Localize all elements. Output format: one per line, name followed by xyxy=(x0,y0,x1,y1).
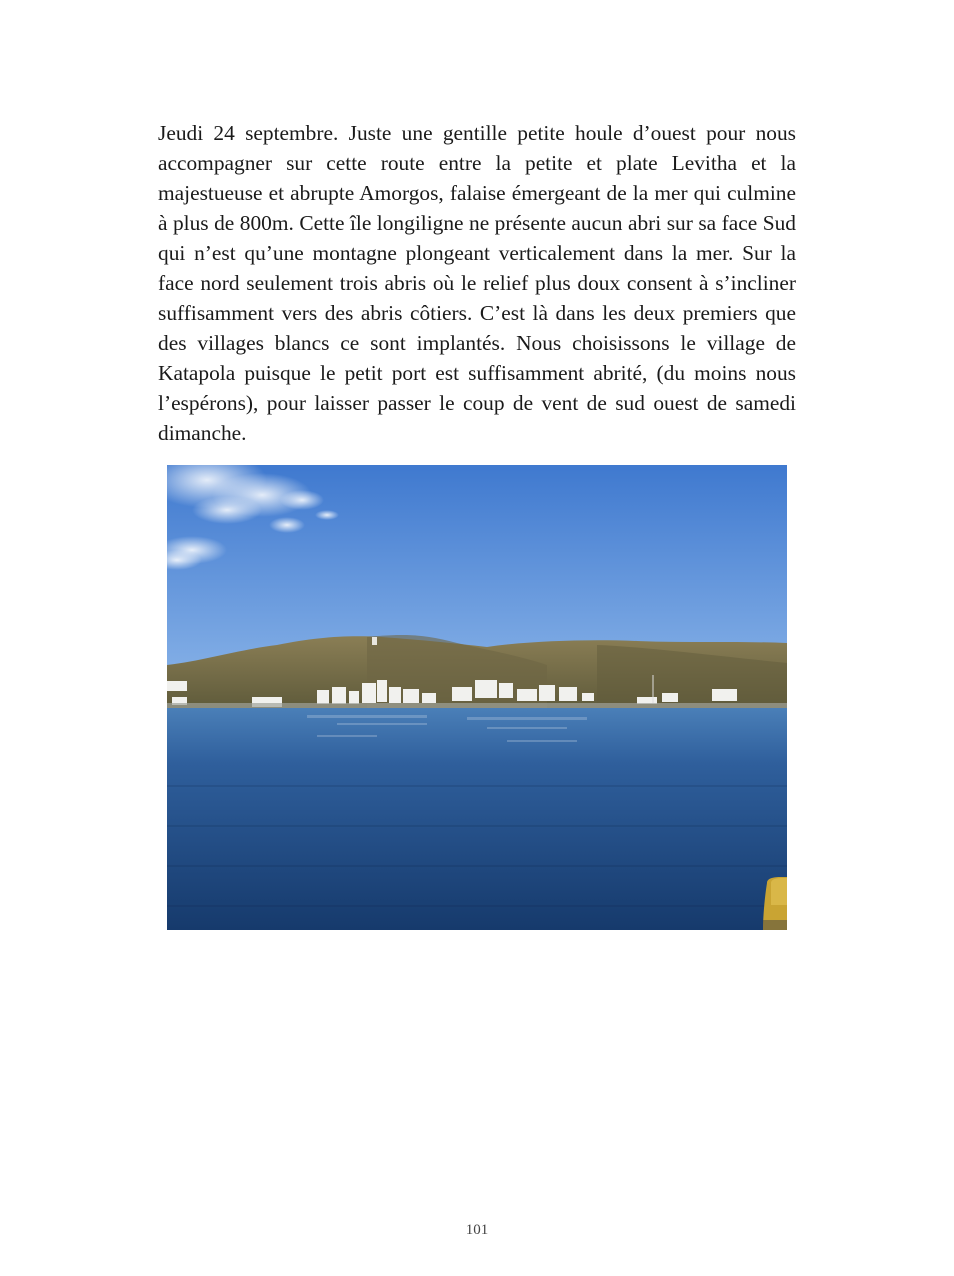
hill-chapel xyxy=(372,637,377,645)
page-number: 101 xyxy=(465,1222,489,1238)
harbor-photo xyxy=(167,465,787,930)
sea xyxy=(167,708,787,930)
body-paragraph: Jeudi 24 septembre. Juste une gentille petite houle d’ouest pour nous accompagner sur cette route entre la petite et plate Levitha et la majestueuse et abrupte Amorgos, falaise émergeant de la mer qui culmine à plus de 800m. Cette île longiligne ne présente aucun abri sur sa face Sud qui n’est qu’une montagne plongeant verticalement dans la mer. Sur la face nord seulement trois abris où le relief plus doux consent à s’incliner suffisamment vers des abris côtiers. C’est là dans les deux premiers que des villages blancs ce sont implantés. Nous choisissons le village de Katapola puisque le petit port est suffisamment abrité, (du moins nous l’espérons), pour laisser passer le coup de vent de sud ouest de samedi dimanche. xyxy=(158,121,796,445)
